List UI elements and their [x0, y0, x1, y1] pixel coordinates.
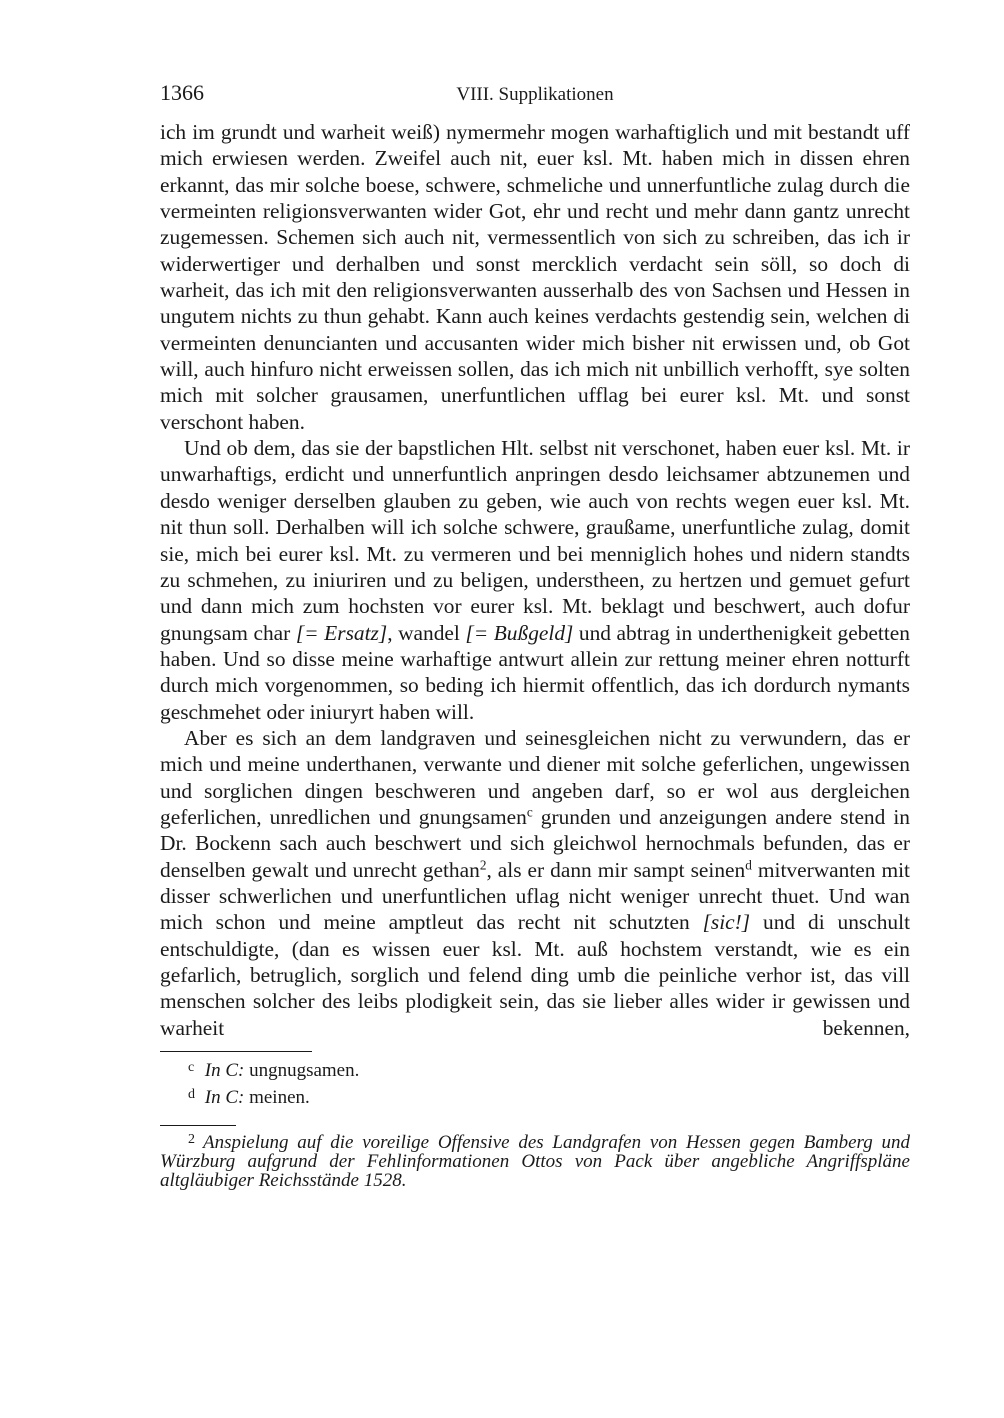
footnote-ref-c[interactable]: c [526, 804, 533, 820]
editorial-note-bussgeld: [= Bußgeld] [465, 620, 574, 645]
running-head [160, 78, 910, 108]
editorial-note-sic: [sic!] [702, 910, 751, 935]
footnote-text: Anspielung auf die voreilige Offensive des Landgrafen von Hessen gegen Bamberg und Würzburg aufgrund der Fehlinformationen Ottos von Pack über angebliche Angriffspläne altgläubiger Reichsstände 1528. [160, 1132, 910, 1192]
footnote-2 [160, 1130, 910, 1190]
footnote-separator-letter [160, 1051, 312, 1052]
footnote-c [160, 1056, 910, 1083]
paragraph-1-text: ich im grundt und warheit weiß) nymermehr mogen warhaftiglich und mit bestandt uff mich erwiesen werden. Zweifel auch nit, euer ksl. Mt. haben mich in dissen ehren erkannt, das mir solche boese, schwere, schmeliche und unnerfuntliche zulag durch die vermeinten religionsverwanten wider Got, ehr und recht und mehr dann gantz unrecht zugemessen. Schemen sich auch nit, vermessentlich von sich zu schreiben, das ich ir widerwertiger und derhalben und sonst mercklich verdacht sein söll, so doch di warheit, das ich mit den religionsverwanten ausserhalb des von Sachsen und Hessen in ungutem nichts zu thun gehabt. Kann auch keines verdachts gestendig sein, welchen di vermeinten denuncianten und accusanten wider mich bisher nit erwissen und, ob Got will, auch hinfuro nicht erweissen sollen, das ich mich nit unbillich verhofft, sye solten mich mit solcher grausamen, unerfuntlichen ufflag bei eurer ksl. Mt. und sonst verschont haben. [160, 120, 910, 434]
paragraph-3-text-a: Aber es sich an dem landgraven und seinesgleichen nicht zu verwundern, das er mich und meine underthanen, verwante und diener mit solche geferlichen, ungewissen und sorglichen dingen beschweren und angeben darf, so er wol aus dergleichen geferlichen, unredlichen und gnungsamen [160, 725, 910, 829]
footnote-mark: 2 [188, 1132, 195, 1148]
text-critical-footnotes [160, 1056, 910, 1110]
footnote-mark: c [188, 1060, 195, 1076]
footnote-d [160, 1083, 910, 1110]
footnote-label: In C: [204, 1087, 245, 1109]
paragraph-3-text-d: mitverwanten mit disser schwerlichen und unerfuntlichen uflag nicht weniger unrecht thuet. Und wan mich schon und meine amptleut das recht nit schutzten [160, 857, 910, 935]
paragraph-2-text-b: , wandel [387, 620, 460, 645]
paragraph-3-text-e: und di unschult entschuldigte, (dan es wissen euer ksl. Mt. auß hochstem verstandt, wie es ein gefarlich, betruglich, sorglich und felend ding umb die peinliche verhor ist, das vill menschen solcher des leibs plodigkeit sein, das sie lieber alles wider ir gewissen und warheit bekennen, [160, 910, 911, 1040]
paragraph-3 [160, 725, 910, 1041]
paragraph-2 [160, 435, 910, 725]
section-title: VIII. Supplikationen [456, 84, 614, 105]
commentary-footnotes [160, 1130, 910, 1190]
paragraph-2-text-a: Und ob dem, das sie der bapstlichen Hlt. selbst nit verschonet, haben euer ksl. Mt. ir unwarhaftigs, erdicht und unnerfuntlich anpringen desdo leichsamer abtzunemen und desdo weniger derselben glauben zu geben, wie auch von rechts wegen euer ksl. Mt. nit thun soll. Derhalben will ich solche schwere, graußame, unerfuntliche zulag, domit sie, mich bei eurer ksl. Mt. zu vermeren und bei menniglich hohes und nidern standts zu schmehen, zu iniuriren und zu beligen, understheen, zu hertzen und gemuet gefurt und dann mich zum hochsten vor eurer ksl. Mt. beklagt und beschwert, auch dofur gnungsam char [160, 436, 910, 645]
page-number: 1366 [160, 80, 204, 105]
paragraph-2-text-c: und abtrag in underthenigkeit gebetten haben. Und so disse meine warhaftige antwurt allein zur rettung meiner ehren notturft durch mich vorgenommen, so beding ich hiermit offentlich, das ich dordurch nymants geschmehet oder iniuryrt haben will. [160, 620, 910, 724]
footnote-text: ungnugsamen. [249, 1060, 360, 1082]
footnote-separator-numeric [160, 1125, 236, 1126]
footnote-ref-d[interactable]: d [745, 857, 752, 873]
footnote-label: In C: [204, 1060, 245, 1082]
page [160, 78, 910, 1190]
footnote-ref-2[interactable]: 2 [479, 857, 487, 873]
footnote-text: meinen. [249, 1087, 310, 1109]
main-text [160, 119, 910, 1041]
editorial-note-ersatz: [= Ersatz] [295, 620, 388, 645]
paragraph-1 [160, 119, 910, 435]
footnote-mark: d [188, 1087, 195, 1103]
paragraph-3-text-c: , als er dann mir sampt seinen [486, 857, 746, 882]
paragraph-3-text-b: grunden und anzeigungen andere stend in Dr. Bockenn sach auch beschwert und sich gleichwol hernochmals befunden, das er denselben gewalt und unrecht gethan [160, 804, 910, 882]
